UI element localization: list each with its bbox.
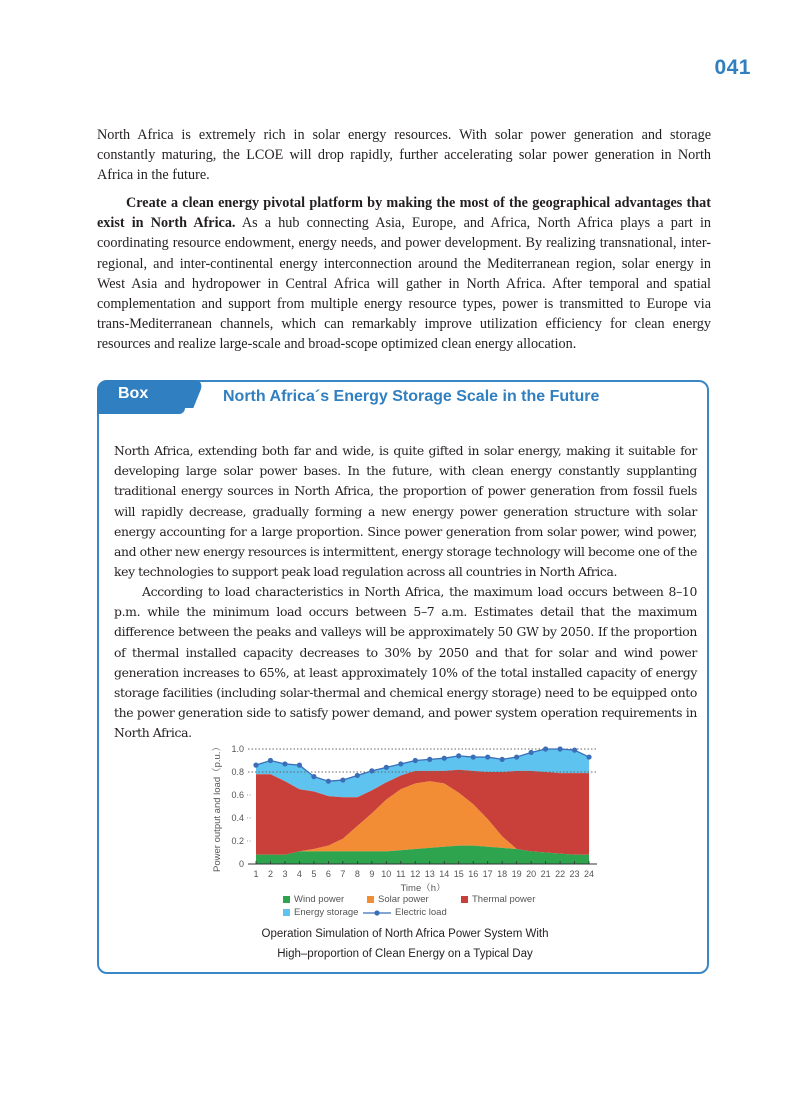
paragraph-bold-lead: Create a clean energy pivotal platform by making the most of the geographical advantages that exist in North Africa. — [97, 195, 711, 232]
chart-areas — [256, 749, 589, 864]
storage-swatch-icon — [283, 909, 290, 916]
stacked-area-chart — [99, 382, 711, 942]
body-paragraph-2 — [97, 193, 711, 355]
svg-text:12: 12 — [410, 869, 421, 879]
svg-text:23: 23 — [569, 869, 580, 879]
legend-load: Electric load — [363, 907, 447, 918]
svg-text:0: 0 — [238, 859, 244, 869]
load-line-marker-icon — [363, 909, 391, 917]
svg-text:9: 9 — [369, 869, 375, 879]
svg-text:6: 6 — [325, 869, 331, 879]
svg-text:13: 13 — [424, 869, 435, 879]
svg-text:16: 16 — [468, 869, 479, 879]
solar-swatch-icon — [367, 896, 374, 903]
paragraph-text: As a hub connecting Asia, Europe, and Africa, North Africa plays a part in coordinating resource endowment, energy needs, and power development. By realizing transnational, inter-regional, and inter-continental energy interconnection around the Mediterranean region, solar energy in West Asia and hydropower in Central Africa will gather in North Africa. After temporal and spatial complementation and support from multiple energy resource types, power is transmitted to Europe via trans-Mediterranean channels, which can remarkably improve utilization efficiency for clean energy resources and realize large-scale and broad-scope optimized clean energy allocation. — [97, 215, 711, 353]
svg-text:21: 21 — [540, 869, 551, 879]
svg-text:3: 3 — [282, 869, 288, 879]
y-axis-label: Power output and load（p.u.） — [212, 742, 223, 872]
legend-solar: Solar power — [367, 894, 429, 905]
svg-text:7: 7 — [340, 869, 346, 879]
box-title: North Africa´s Energy Storage Scale in the Future — [223, 388, 600, 405]
info-box — [97, 380, 709, 974]
svg-text:1.0: 1.0 — [231, 744, 244, 754]
legend-thermal: Thermal power — [461, 894, 535, 905]
body-paragraph-1 — [97, 125, 711, 186]
svg-text:4: 4 — [296, 869, 302, 879]
svg-text:0.8: 0.8 — [231, 767, 244, 777]
svg-text:0.2: 0.2 — [231, 836, 244, 846]
svg-text:5: 5 — [311, 869, 317, 879]
legend-wind: Wind power — [283, 894, 344, 905]
x-axis-label: Time（h） — [400, 883, 446, 894]
svg-text:19: 19 — [511, 869, 522, 879]
svg-text:2: 2 — [267, 869, 273, 879]
svg-text:15: 15 — [453, 869, 464, 879]
svg-text:1: 1 — [253, 869, 259, 879]
svg-text:22: 22 — [555, 869, 566, 879]
wind-swatch-icon — [283, 896, 290, 903]
box-tab-label: Box — [118, 385, 149, 402]
svg-text:14: 14 — [439, 869, 450, 879]
page-number: 041 — [714, 56, 751, 79]
caption-line-2: High–proportion of Clean Energy on a Typical Day — [277, 948, 533, 960]
thermal-swatch-icon — [461, 896, 468, 903]
box-paragraph-2: According to load characteristics in North Africa, the maximum load occurs between 8–10 p.m. while the minimum load occurs between 5–7 a.m. Estimates detail that the maximum difference between the peaks and valleys will be approximately 50 GW by 2050. If the proportion of thermal installed capacity decreases to 30% by 2050 and that for solar and wind power generation increases to 65%, at least approximately 10% of the total installed capacity of energy storage facilities (including solar-thermal and chemical energy storage) need to be equipped onto the power generation side to satisfy power demand, and power system operation requirements in North Africa. — [114, 584, 697, 741]
caption-line-1: Operation Simulation of North Africa Power System With — [261, 928, 549, 940]
svg-text:10: 10 — [381, 869, 392, 879]
svg-text:18: 18 — [497, 869, 508, 879]
svg-text:0.6: 0.6 — [231, 790, 244, 800]
figure-caption — [99, 924, 711, 964]
svg-text:17: 17 — [482, 869, 493, 879]
svg-text:11: 11 — [396, 869, 406, 879]
svg-text:24: 24 — [584, 869, 595, 879]
legend-storage: Energy storage — [283, 907, 358, 918]
svg-text:0.4: 0.4 — [231, 813, 244, 823]
svg-text:8: 8 — [354, 869, 360, 879]
box-paragraph-1: North Africa, extending both far and wide, is quite gifted in solar energy, making it suitable for developing large solar power bases. In the future, with clean energy constantly supplanting traditional energy sources in North Africa, the proportion of power generation from fossil fuels will rapidly decrease, gradually forming a new energy power generation structure with solar energy accounting for a large proportion. Since power generation from solar power, wind power, and other new energy resources is intermittent, energy storage technology will become one of the key technologies to support peak load regulation across all countries in North Africa. — [114, 443, 697, 580]
paragraph-text: North Africa is extremely rich in solar energy resources. With solar power generation and storage constantly maturing, the LCOE will drop rapidly, further accelerating solar power generation in North Africa in the future. — [97, 127, 711, 184]
svg-text:20: 20 — [526, 869, 537, 879]
